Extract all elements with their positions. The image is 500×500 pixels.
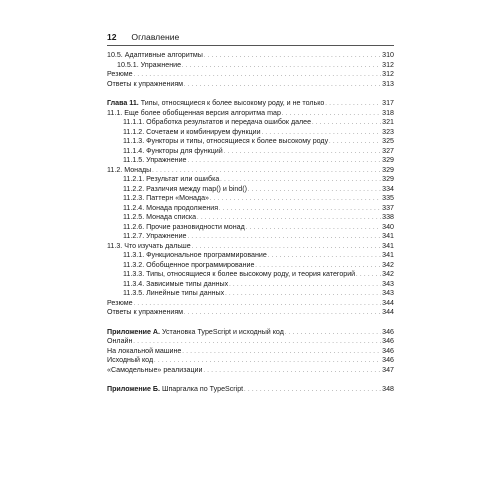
toc-entry-title: 11.3.5. Линейные типы данных [123,289,225,297]
toc-entry [107,204,394,214]
toc-page-number: 341 [382,241,394,250]
toc-entry-label [107,51,203,61]
toc-entry-label [107,232,187,242]
dot-leader [203,366,381,377]
toc-entry-title: 11.3.2. Обобщенное программирование [123,260,255,269]
toc-page-number: 348 [382,385,394,393]
toc-page-number: 334 [382,184,394,193]
toc-entry-title: 11.1.4. Функторы для функций [123,146,223,155]
toc-entry-title: Ответы к упражнениям [107,79,184,88]
toc-entry-label [107,166,151,176]
toc-entry-title: 11.1.1. Обработка результатов и передача ошибок далее [123,118,312,126]
dot-leader [244,385,381,396]
toc-entry-label [107,289,224,299]
toc-entry-title: 11.3.1. Функциональное программирование [123,251,267,259]
toc-entry [107,251,394,261]
toc-entry-label [107,261,254,271]
toc-entry [107,385,394,395]
toc-entry-label [107,366,202,376]
toc-entry [107,194,394,204]
page-number: 12 [107,32,117,42]
toc-entry-label [107,156,187,166]
toc-entry [107,185,394,195]
toc-page-number: 335 [382,194,394,202]
toc-entry [107,308,394,318]
toc-entry-title: 11.2.6. Прочие разновидности монад [123,222,245,231]
toc-entry [107,61,394,71]
toc-page-number: 346 [382,337,394,345]
toc-entry-label [107,175,219,185]
header-title: Оглавление [131,32,180,42]
toc-entry-label [107,337,132,347]
toc-page-number: 329 [382,165,394,174]
toc-page-number: 338 [382,213,394,221]
toc-entry-label [107,347,181,357]
toc-entry-label [107,385,243,395]
toc-entry-label [107,99,324,109]
toc-page-number: 343 [382,289,394,297]
toc-entry-title: 10.5.1. Упражнение [117,60,182,69]
toc-page-number: 344 [382,298,394,307]
toc-entry-title: Ответы к упражнениям [107,308,184,316]
toc-entry-label [107,213,196,223]
toc-entry-title: Шпаргалка по TypeScript [161,385,244,393]
toc-entry [107,70,394,80]
dot-leader [184,80,381,91]
toc-entry [107,51,394,61]
toc-entry [107,99,394,109]
toc-entry-label [107,242,191,252]
toc-entry [107,270,394,280]
toc-entry-title: 11.3.3. Типы, относящиеся к более высокому роду, и теория категорий [123,270,356,278]
toc-page-number: 327 [382,146,394,155]
toc-entry-label [107,328,284,338]
toc-entry [107,232,394,242]
toc-page-number: 346 [382,346,394,355]
toc-entry-title: 11.1.5. Упражнение [123,156,187,164]
toc-entry [107,175,394,185]
toc-page-number: 329 [382,156,394,164]
toc-page-number: 321 [382,118,394,126]
toc-entry-title: 11.2.3. Паттерн «Монада» [123,194,209,202]
toc-entry [107,80,394,90]
dot-leader [184,308,381,319]
toc-entry [107,261,394,271]
toc-page-number: 318 [382,108,394,117]
toc-entry-label [107,270,355,280]
toc-page-number: 342 [382,260,394,269]
toc-entry-label [107,109,281,119]
toc-entry [107,147,394,157]
toc-entry [107,328,394,338]
toc-page-number: 346 [382,356,394,364]
toc-page-number: 312 [382,70,394,78]
toc-page-number: 329 [382,175,394,183]
toc-entry [107,128,394,138]
toc-chapter-prefix: Приложение А. [107,327,160,336]
toc-entry-label [107,223,245,233]
toc-entry-title: Резюме [107,70,133,78]
toc-entry-label [107,137,328,147]
toc-page-number: 346 [382,327,394,336]
toc-entry-title: 11.2.5. Монада списка [123,213,197,221]
toc-entry-label [107,61,181,71]
toc-entry-label [107,251,267,261]
toc-page-number: 341 [382,232,394,240]
toc-entry-label [107,308,183,318]
toc-page-number: 312 [382,60,394,69]
toc-entry-title: 11.2.4. Монада продолжения [123,203,219,212]
toc-page-number: 323 [382,127,394,136]
toc-entry-title: 11.2.2. Различия между map() и bind() [123,184,247,193]
toc-page-number: 341 [382,251,394,259]
toc-entry [107,337,394,347]
toc-entry-title: Типы, относящиеся к более высокому роду, и не только [140,99,325,107]
toc-page-number: 317 [382,99,394,107]
toc-page-number: 337 [382,203,394,212]
toc-entry-title: 11.1.2. Сочетаем и комбинируем функции [123,127,261,136]
toc-page-number: 343 [382,279,394,288]
header-rule [107,45,394,46]
toc-page-number: 313 [382,79,394,88]
toc-page-number: 340 [382,222,394,231]
running-header [107,30,394,44]
toc-entry-title: Резюме [107,298,133,307]
toc-chapter-prefix: Приложение Б. [107,385,160,393]
toc-entry [107,347,394,357]
toc-entry-title: 11.1.3. Функторы и типы, относящиеся к более высокому роду [123,137,329,145]
toc-page-number: 344 [382,308,394,316]
toc-entry-label [107,185,247,195]
toc-chapter-prefix: Глава 11. [107,99,139,107]
toc-entry-label [107,70,133,80]
toc-entry-label [107,204,218,214]
toc-entry-label [107,194,209,204]
toc-entry [107,242,394,252]
toc-entry-label [107,128,261,138]
toc-entry-title: 11.2.7. Упражнение [123,232,187,240]
toc-entry [107,366,394,376]
toc-entry [107,166,394,176]
toc-page-number: 347 [382,365,394,374]
toc-entry [107,109,394,119]
toc-entry [107,289,394,299]
toc-entry-label [107,118,311,128]
toc-entry [107,118,394,128]
toc-entry [107,223,394,233]
toc-entry-title: 10.5. Адаптивные алгоритмы [107,51,203,59]
toc-entry-label [107,80,183,90]
table-of-contents [107,51,394,395]
toc-entry-title: 11.3. Что изучать дальше [107,241,191,250]
toc-entry-title: На локальной машине [107,346,182,355]
toc-entry-label [107,280,228,290]
toc-entry-label [107,147,223,157]
toc-page-number: 342 [382,270,394,278]
toc-entry-title: «Самодельные» реализации [107,365,203,374]
toc-page-number: 325 [382,137,394,145]
toc-entry-title: Установка TypeScript и исходный код [161,327,284,336]
toc-entry [107,156,394,166]
toc-entry-title: Исходный код [107,356,154,364]
toc-entry [107,280,394,290]
toc-entry-title: 11.1. Еще более обобщенная версия алгоритма map [107,108,281,117]
toc-entry [107,299,394,309]
toc-entry-label [107,299,133,309]
toc-entry [107,356,394,366]
toc-entry [107,213,394,223]
toc-entry [107,137,394,147]
toc-entry-title: 11.2. Монады [107,165,152,174]
toc-entry-title: 11.2.1. Результат или ошибка [123,175,220,183]
toc-entry-title: Онлайн [107,337,133,345]
toc-entry-title: 11.3.4. Зависимые типы данных [123,279,229,288]
toc-entry-label [107,356,153,366]
toc-page-number: 310 [382,51,394,59]
